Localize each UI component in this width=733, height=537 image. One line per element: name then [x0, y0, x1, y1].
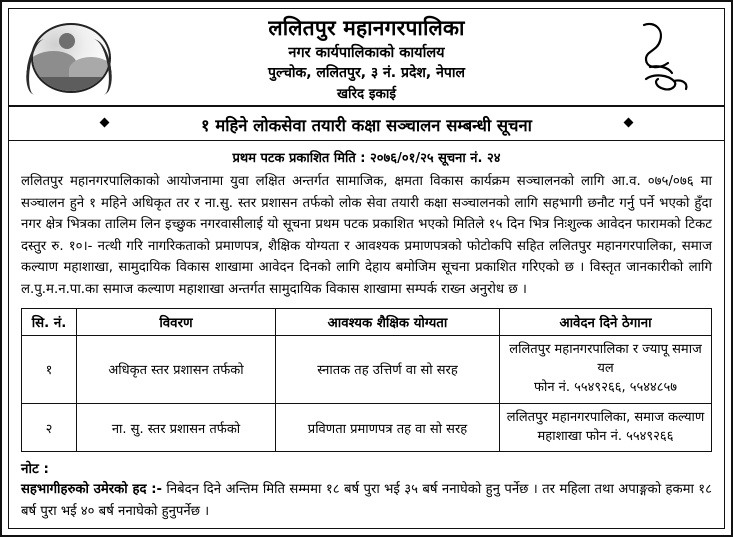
row-address-line2: फोन नं. ५५४९२६६, ५५४४८५७ [533, 379, 678, 395]
note-label: नोट : [21, 461, 49, 478]
row-sn: १ [22, 336, 77, 404]
table-header-sn: सि. नं. [22, 309, 77, 336]
publication-line: प्रथम पटक प्रकाशित मिति : २०७६/०१/२५ सूचना नं. २४ [232, 151, 501, 166]
row-description: अधिकृत स्तर प्रशासन तर्फको [77, 336, 276, 404]
notice-title: १ महिने लोकसेवा तयारी कक्षा सञ्चालन सम्बन्धी सूचना [201, 116, 532, 135]
document-body [9, 141, 724, 522]
address-line: पुल्चोक, ललितपुर, ३ नं. प्रदेश, नेपाल [268, 65, 465, 82]
row-address-line1: ललितपुर महानगरपालिका, समाज कल्याण [506, 409, 705, 425]
row-address [500, 336, 712, 404]
document-header [9, 9, 724, 107]
header-text-block [119, 15, 614, 103]
row-qualification: स्नातक तह उत्तिर्ण वा सो सरह [276, 336, 500, 404]
note-body [21, 479, 712, 521]
table-header-address: आवेदन दिने ठेगाना [500, 309, 712, 336]
organization-name: ललितपुर महानगरपालिका [268, 16, 465, 40]
row-qualification: प्रविणता प्रमाणपत्र तह वा सो सरह [276, 403, 500, 452]
unit-line: खरिद इकाई [336, 85, 397, 102]
table-header-row [22, 309, 712, 336]
table-row [22, 336, 712, 404]
document-inner-border [8, 8, 725, 529]
row-address-line1: ललितपुर महानगरपालिका र ज्यापू समाज यल [509, 342, 702, 377]
body-paragraph: ललितपुर महानगरपालिकाको आयोजनामा युवा लक्षित अन्तर्गत सामाजिक, क्षमता विकास कार्यक्रम सञ्चालनको लागि आ.व. ०७५/०७६ मा सञ्चालन हुने १ महिने अधिकृत तर र ना.सु. स्तर प्रशासन तर्फको लोक सेवा तयारी कक्षा सञ्चालनको लागि सहभागी छनौट गर्नु पर्ने भएको हुँदा नगर क्षेत्र भित्रका तालिम लिन इच्छुक नगरवासीलाई यो सूचना प्रथम पटक प्रकाशित भएको मितिले १५ दिन भित्र निःशुल्क आवेदन फारामको टिकट दस्तुर रु. १०।- नत्थी गरि नागरिकताको प्रमाणपत्र, शैक्षिक योग्यता र आवश्यक प्रमाणपत्रको फोटोकपि सहित ललितपुर महानगरपालिका, समाज कल्याण महाशाखा, सामुदायिक विकास शाखामा आवेदन दिनको लागि देहाय बमोजिम सूचना प्रकाशित गरिएको छ । विस्तृत जानकारीको लागि ल.पु.म.न.पा.का समाज कल्याण महाशाखा अन्तर्गत सामुदायिक विकास शाखामा सम्पर्क राख्न अनुरोध छ । [21, 174, 712, 297]
table-header-description: विवरण [77, 309, 276, 336]
signature-icon [624, 19, 700, 97]
lalitpur-metropolitan-emblem-icon [27, 17, 111, 97]
table-header-qualification: आवश्यक शैक्षिक योग्यता [276, 309, 500, 336]
note-lead: सहभागीहरुको उमेरको हद :- [21, 482, 163, 498]
table-row [22, 403, 712, 452]
notice-title-band [9, 107, 724, 141]
row-description: ना. सु. स्तर प्रशासन तर्फको [77, 403, 276, 452]
row-sn: २ [22, 403, 77, 452]
note-section [21, 459, 712, 521]
row-address-line2: महाशाखा फोन नं. ५५४९२६६ [537, 428, 674, 444]
office-line: नगर कार्यपालिकाको कार्यालय [288, 45, 445, 62]
row-address [500, 403, 712, 452]
notice-table [21, 308, 712, 452]
note-text: निबेदन दिने अन्तिम मिति सम्ममा १८ बर्ष पुरा भई ३५ बर्ष ननाघेको हुनु पर्नेछ । तर महिला तथा अपाङ्गको हकमा १८ बर्ष पुरा भई ४० बर्ष ननाघेको हुनुपर्नेछ । [21, 482, 713, 519]
